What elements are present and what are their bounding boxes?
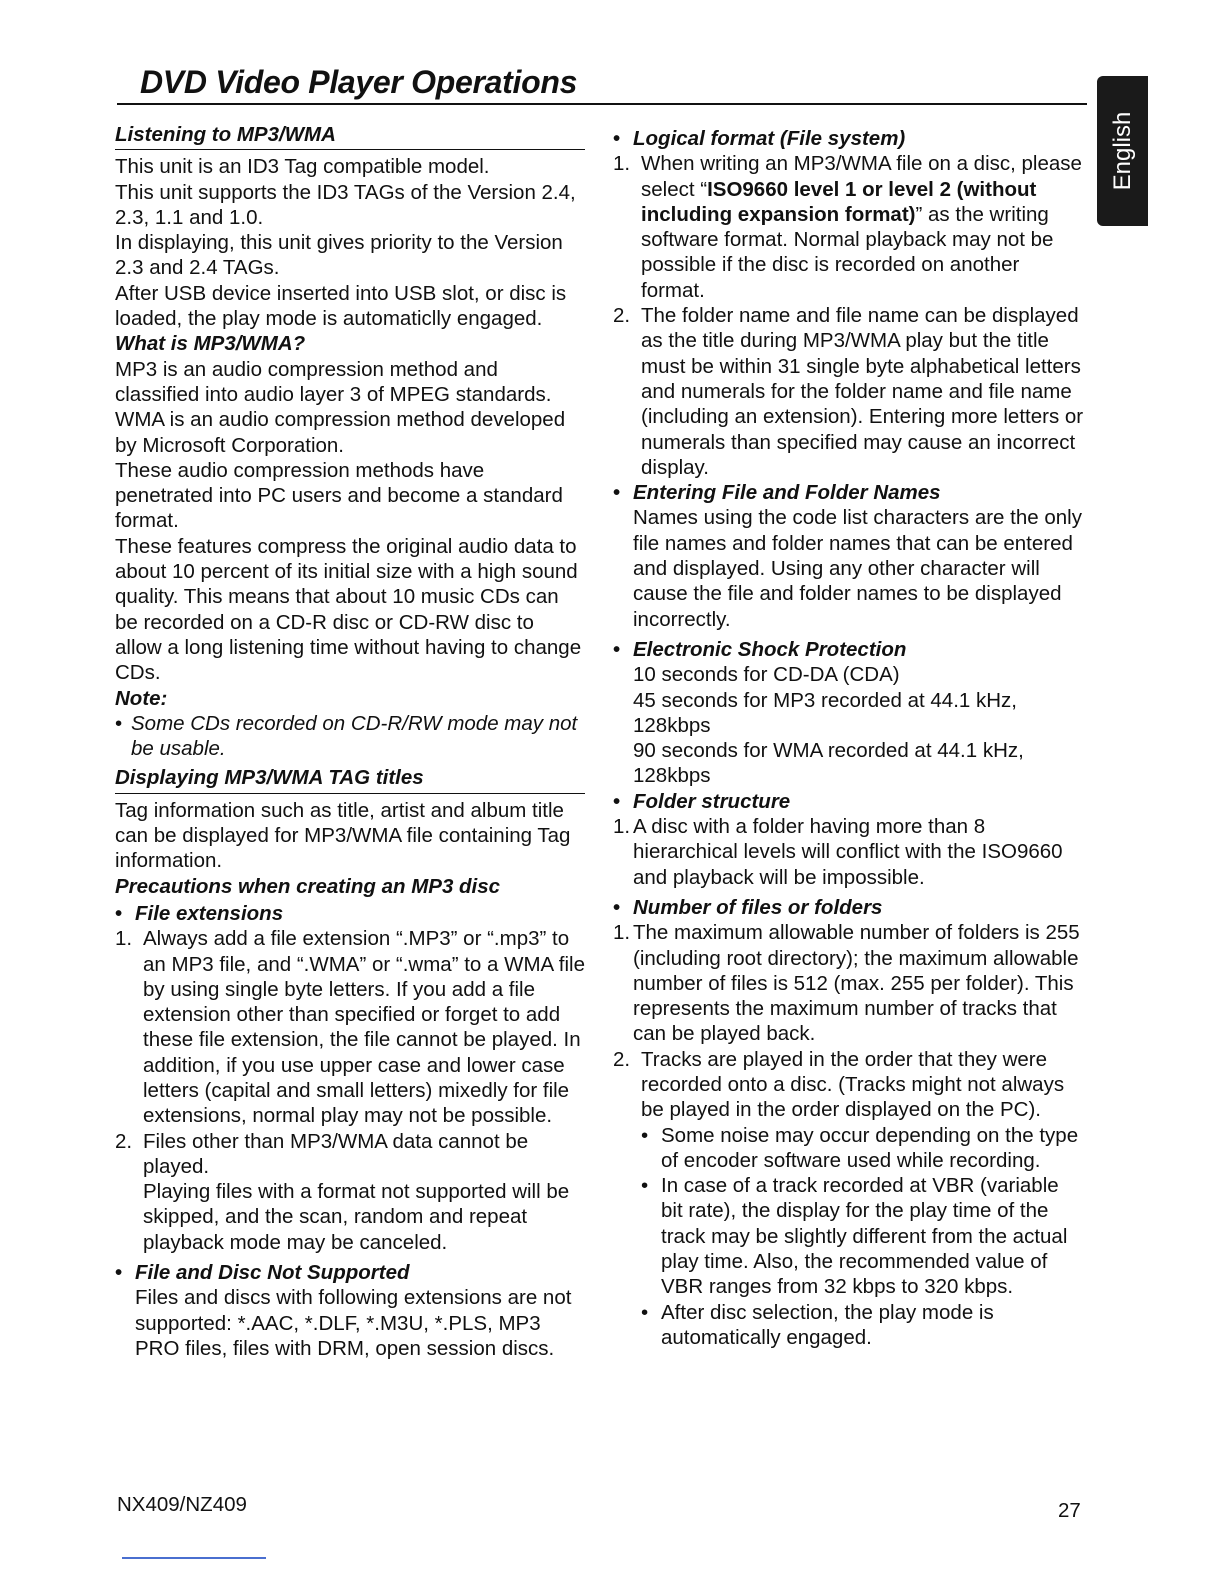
left-column [115, 122, 585, 1361]
item-number: 1. [613, 152, 631, 176]
page-title: DVD Video Player Operations [140, 64, 578, 100]
bullet-heading-number-of-files: • Number of files or folders [613, 895, 1085, 920]
item-continuation: Playing files with a format not supported will be skipped, and the scan, random and repeat playback mode may be canceled. [143, 1180, 570, 1254]
section-heading-displaying: Displaying MP3/WMA TAG titles [115, 765, 585, 793]
item-text: Always add a file extension “.MP3” or “.mp3” to an MP3 file, and “.WMA” or “.wma” to a WMA file by using single byte letters. If you add a file extension other than specified or forget to add these file extension, the file cannot be played. In addition, if you use upper case and lower case letters (capital and small letters) mixedly for file extensions, normal play may not be possible. [143, 927, 585, 1128]
numbered-item [613, 920, 1085, 1046]
item-number: 1. [613, 815, 631, 839]
language-tab-label: English [1108, 111, 1136, 191]
bottom-rule [122, 1557, 266, 1559]
paragraph: 90 seconds for WMA recorded at 44.1 kHz, 128kbps [633, 739, 1024, 788]
numbered-item [613, 303, 1085, 480]
footer-model: NX409/NZ409 [117, 1493, 247, 1516]
bullet-heading-logical-format: • Logical format (File system) [613, 126, 1085, 151]
section-heading-what-is: What is MP3/WMA? [115, 332, 306, 356]
language-tab [1097, 76, 1148, 226]
section-heading-listening: Listening to MP3/WMA [115, 122, 585, 150]
numbered-item [613, 1047, 1085, 1123]
bullet-heading-not-supported: • File and Disc Not Supported [115, 1260, 585, 1285]
item-number: 1. [613, 921, 631, 945]
sub-bullet: • In case of a track recorded at VBR (variable bit rate), the display for the play time of the track may be slightly different from the actual play time. Also, the recommended value of VBR ranges from 32 kbps to 320 kbps. [613, 1173, 1085, 1299]
item-text: Files other than MP3/WMA data cannot be played. [143, 1129, 529, 1178]
numbered-item [613, 151, 1085, 303]
note-item: • Some CDs recorded on CD-R/RW mode may not be usable. [115, 711, 585, 762]
bullet-heading-entering-names: • Entering File and Folder Names [613, 480, 1085, 505]
sub-bullet: • After disc selection, the play mode is automatically engaged. [613, 1300, 1085, 1351]
note-heading: Note: [115, 686, 168, 710]
paragraph: WMA is an audio compression method developed by Microsoft Corporation. [115, 408, 566, 457]
paragraph: Names using the code list characters are the only file names and folder names that can be entered and displayed. Using any other character will cause the file and folder names to be displayed incorrectly. [633, 506, 1082, 631]
paragraph: In displaying, this unit gives priority to the Version 2.3 and 2.4 TAGs. [115, 231, 563, 280]
item-number: 2. [115, 1129, 133, 1153]
item-text: Tracks are played in the order that they were recorded onto a disc. (Tracks might not always be played in the order displayed on the PC). [641, 1047, 1065, 1122]
page-number: 27 [1058, 1499, 1081, 1522]
item-text: ” as the writing software format. Normal playback may not be possible if the disc is recorded on another format. [641, 202, 1054, 302]
paragraph: Files and discs with following extensions are not supported: *.AAC, *.DLF, *.M3U, *.PLS, MP3 PRO files, files with DRM, open session discs. [135, 1286, 572, 1360]
paragraph: These audio compression methods have penetrated into PC users and become a standard format. [115, 458, 563, 533]
item-text: The folder name and file name can be displayed as the title during MP3/WMA play but the title must be within 31 single byte alphabetical letters and numerals for the folder name and file name (including an extension). Entering more letters or numerals than specified may cause an incorrect display. [641, 304, 1084, 479]
paragraph: 10 seconds for CD-DA (CDA) [633, 663, 900, 687]
paragraph: This unit supports the ID3 TAGs of the Version 2.4, 2.3, 1.1 and 1.0. [115, 180, 576, 229]
paragraph: Tag information such as title, artist and album title can be displayed for MP3/WMA file containing Tag information. [115, 798, 571, 873]
item-text: A disc with a folder having more than 8 hierarchical levels will conflict with the ISO9660 and playback will be impossible. [633, 815, 1063, 889]
numbered-item [613, 814, 1085, 890]
section-heading-precautions: Precautions when creating an MP3 disc [115, 874, 501, 898]
paragraph: 45 seconds for MP3 recorded at 44.1 kHz, 128kbps [633, 688, 1018, 737]
item-number: 2. [613, 304, 631, 328]
bullet-heading-shock-protection: • Electronic Shock Protection [613, 637, 1085, 662]
numbered-item [115, 1129, 585, 1180]
paragraph: After USB device inserted into USB slot, or disc is loaded, the play mode is automaticlly engaged. [115, 281, 567, 331]
bullet-heading-folder-structure: • Folder structure [613, 789, 1085, 814]
paragraph: This unit is an ID3 Tag compatible model. [115, 155, 490, 179]
right-column [613, 122, 1085, 1350]
paragraph: These features compress the original audio data to about 10 percent of its initial size with a high sound quality. This means that about 10 music CDs can be recorded on a CD-R disc or CD-RW disc to allow a long listening time without having to change CDs. [115, 534, 582, 685]
item-text: When writing an MP3/WMA file on a disc, please select “ [641, 152, 1082, 201]
bullet-heading-file-extensions: • File extensions [115, 901, 585, 926]
title-rule [117, 103, 1087, 105]
numbered-item [115, 926, 585, 1128]
item-text: The maximum allowable number of folders is 255 (including root directory); the maximum allowable number of files is 512 (max. 255 per folder). This represents the maximum number of tracks that can be played back. [633, 921, 1080, 1046]
item-text-bold: ISO9660 level 1 or level 2 (without including expansion format) [641, 177, 1037, 226]
paragraph: MP3 is an audio compression method and classified into audio layer 3 of MPEG standards. [115, 357, 552, 406]
item-number: 1. [115, 927, 133, 951]
sub-bullet: • Some noise may occur depending on the type of encoder software used while recording. [613, 1123, 1085, 1174]
item-number: 2. [613, 1047, 631, 1071]
